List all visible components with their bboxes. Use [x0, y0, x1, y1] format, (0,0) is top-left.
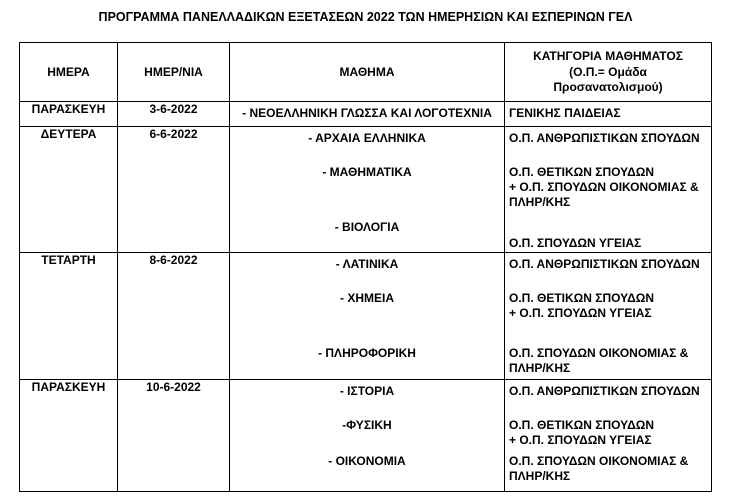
subject-text: - ΟΙΚΟΝΟΜΙΑ: [328, 454, 406, 468]
subject-cell: [230, 380, 505, 492]
category-cell: [505, 380, 712, 492]
day-cell: ΠΑΡΑΣΚΕΥΗ: [20, 102, 118, 127]
category-text: Ο.Π. ΑΝΘΡΩΠΙΣΤΙΚΩΝ ΣΠΟΥΔΩΝ: [509, 131, 700, 145]
subject-text: -ΦΥΣΙΚΗ: [342, 418, 392, 432]
date-cell: 10-6-2022: [118, 380, 230, 492]
table-row: [20, 380, 712, 492]
category-line: Ο.Π. ΣΠΟΥΔΩΝ ΟΙΚΟΝΟΜΙΑΣ &: [509, 346, 689, 360]
table-row: [20, 253, 712, 380]
date-cell: 6-6-2022: [118, 127, 230, 253]
category-line: ΠΛΗΡ/ΚΗΣ: [509, 361, 571, 375]
header-category: [505, 43, 712, 102]
subject-text: - ΑΡΧΑΙΑ ΕΛΛΗΝΙΚΑ: [308, 131, 426, 145]
category-cell: [505, 253, 712, 380]
category-text: [509, 165, 709, 210]
category-text: [509, 291, 709, 321]
document-title: ΠΡΟΓΡΑΜΜΑ ΠΑΝΕΛΛΑΔΙΚΩΝ ΕΞΕΤΑΣΕΩΝ 2022 ΤΩΝ ΗΜΕΡΗΣΙΩΝ ΚΑΙ ΕΣΠΕΡΙΝΩΝ ΓΕΛ: [98, 10, 633, 24]
category-line: Ο.Π. ΘΕΤΙΚΩΝ ΣΠΟΥΔΩΝ: [509, 291, 654, 305]
header-category-line: (Ο.Π.= Ομάδα: [569, 64, 647, 79]
subject-text: - ΝΕΟΕΛΛΗΝΙΚΗ ΓΛΩΣΣΑ ΚΑΙ ΛΟΓΟΤΕΧΝΙΑ: [242, 106, 492, 120]
header-category-line: ΚΑΤΗΓΟΡΙΑ ΜΑΘΗΜΑΤΟΣ: [533, 49, 683, 64]
category-cell: [505, 102, 712, 127]
subject-text: - ΙΣΤΟΡΙΑ: [339, 384, 395, 398]
category-line: + Ο.Π. ΣΠΟΥΔΩΝ ΟΙΚΟΝΟΜΙΑΣ &: [509, 180, 699, 194]
category-text: Ο.Π. ΑΝΘΡΩΠΙΣΤΙΚΩΝ ΣΠΟΥΔΩΝ: [509, 384, 700, 398]
day-cell: ΔΕΥΤΕΡΑ: [20, 127, 118, 253]
category-line: Ο.Π. ΣΠΟΥΔΩΝ ΟΙΚΟΝΟΜΙΑΣ &: [509, 454, 689, 468]
date-cell: 8-6-2022: [118, 253, 230, 380]
subject-cell: [230, 127, 505, 253]
subject-text: - ΧΗΜΕΙΑ: [340, 291, 394, 305]
category-cell: [505, 127, 712, 253]
table-row: [20, 102, 712, 127]
category-line: + Ο.Π. ΣΠΟΥΔΩΝ ΥΓΕΙΑΣ: [509, 433, 652, 447]
category-line: ΠΛΗΡ/ΚΗΣ: [509, 469, 571, 483]
day-cell: ΤΕΤΑΡΤΗ: [20, 253, 118, 380]
header-date: ΗΜΕΡ/ΝΙΑ: [118, 43, 230, 102]
category-text: [509, 454, 709, 484]
category-text: Ο.Π. ΣΠΟΥΔΩΝ ΥΓΕΙΑΣ: [509, 236, 642, 250]
category-text: ΓΕΝΙΚΗΣ ΠΑΙΔΕΙΑΣ: [509, 106, 621, 120]
header-category-line: Προσανατολισμού): [553, 80, 663, 95]
category-text: [509, 418, 709, 448]
subject-cell: [230, 102, 505, 127]
category-line: ΠΛΗΡ/ΚΗΣ: [509, 195, 571, 209]
subject-text: - ΛΑΤΙΝΙΚΑ: [335, 257, 399, 271]
subject-text: - ΜΑΘΗΜΑΤΙΚΑ: [322, 165, 412, 179]
subject-text: - ΠΛΗΡΟΦΟΡΙΚΗ: [318, 346, 416, 360]
category-text: Ο.Π. ΑΝΘΡΩΠΙΣΤΙΚΩΝ ΣΠΟΥΔΩΝ: [509, 257, 700, 271]
subject-text: - ΒΙΟΛΟΓΙΑ: [334, 220, 400, 234]
header-row: [20, 43, 712, 102]
subject-cell: [230, 253, 505, 380]
day-cell: ΠΑΡΑΣΚΕΥΗ: [20, 380, 118, 492]
category-line: Ο.Π. ΘΕΤΙΚΩΝ ΣΠΟΥΔΩΝ: [509, 418, 654, 432]
exam-schedule-table: [19, 42, 712, 492]
date-cell: 3-6-2022: [118, 102, 230, 127]
header-subject: ΜΑΘΗΜΑ: [230, 43, 505, 102]
table-row: [20, 127, 712, 253]
category-text: [509, 346, 709, 376]
header-day: ΗΜΕΡΑ: [20, 43, 118, 102]
category-line: Ο.Π. ΘΕΤΙΚΩΝ ΣΠΟΥΔΩΝ: [509, 165, 654, 179]
category-line: + Ο.Π. ΣΠΟΥΔΩΝ ΥΓΕΙΑΣ: [509, 306, 652, 320]
